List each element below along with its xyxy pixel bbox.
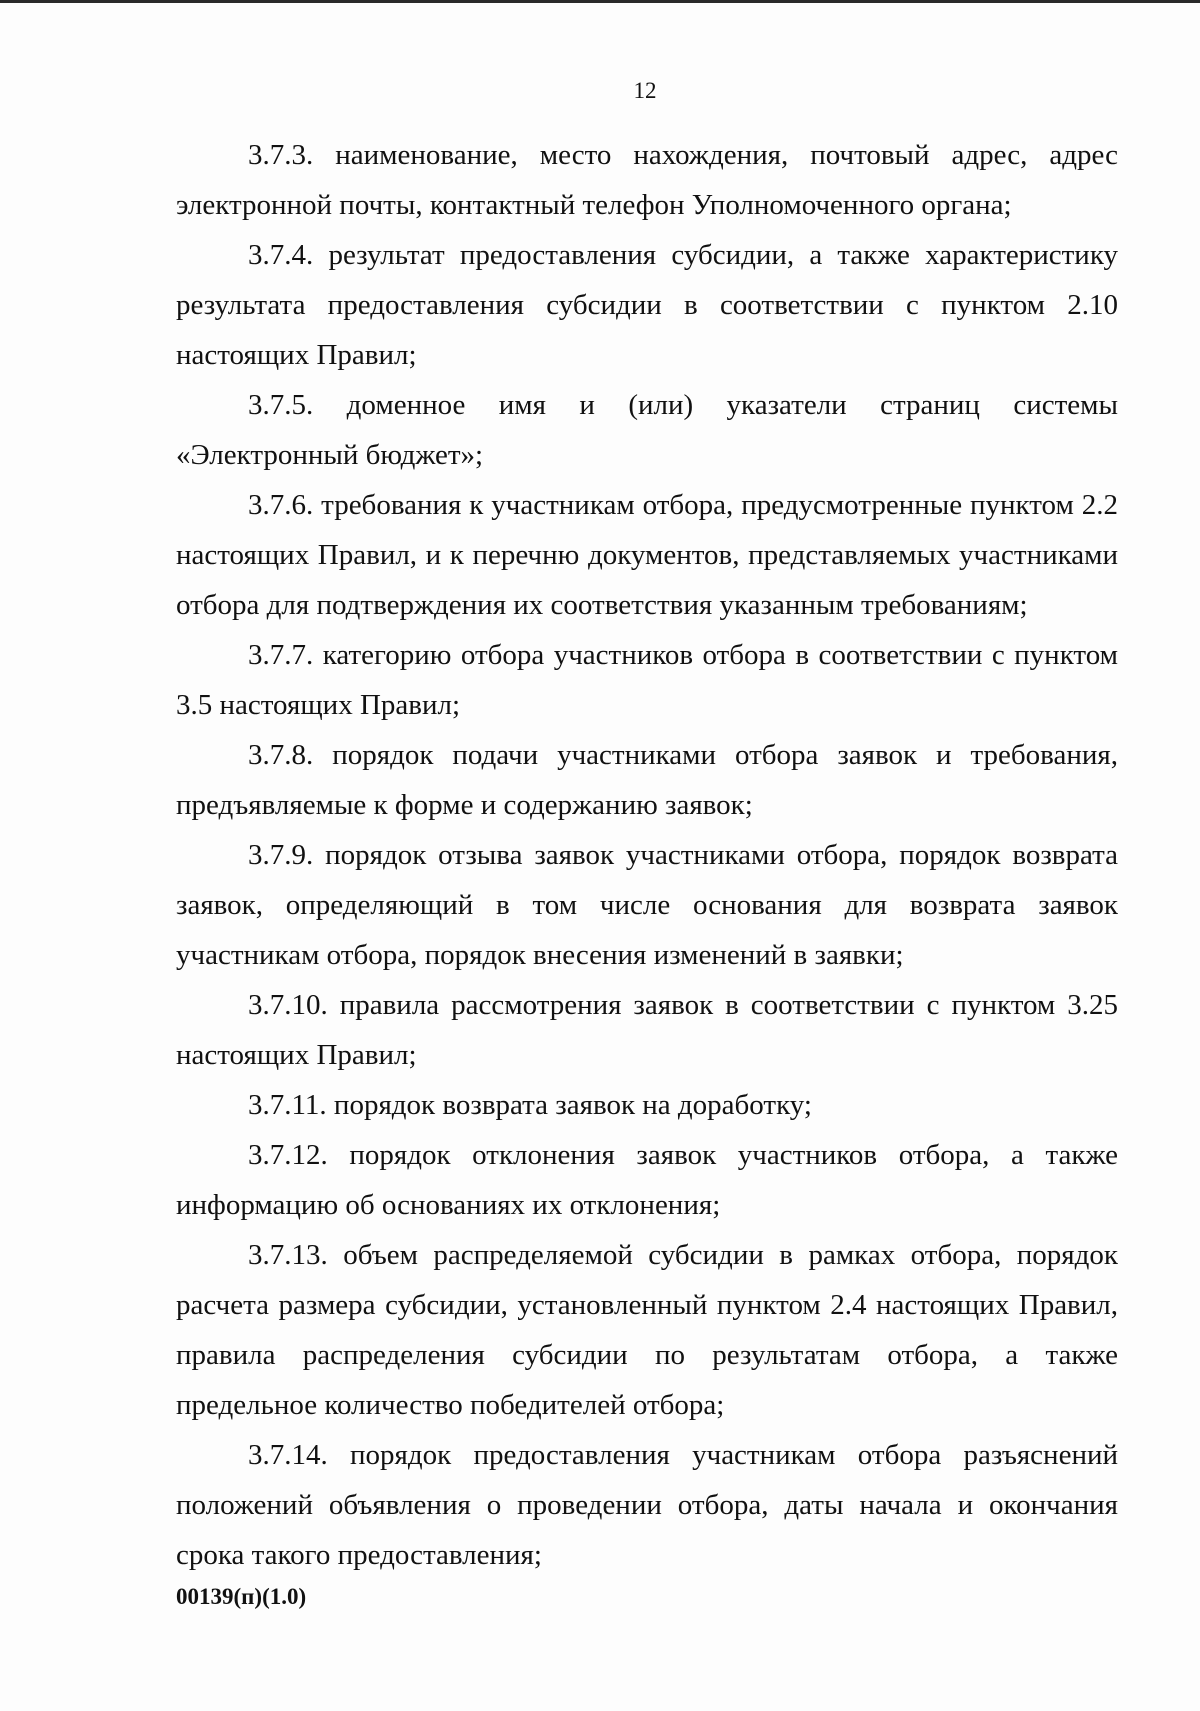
paragraph-3-7-4: 3.7.4. результат предоставления субсидии, а также характеристику результата предоставления субсидии в соответствии с пунктом 2.10 настоящих Правил;	[176, 239, 1118, 371]
document-body	[176, 130, 1118, 1580]
paragraph-3-7-11: 3.7.11. порядок возврата заявок на доработку;	[248, 1089, 812, 1121]
paragraph-3-7-7: 3.7.7. категорию отбора участников отбора в соответствии с пунктом 3.5 настоящих Правил;	[176, 639, 1118, 721]
paragraph-3-7-9: 3.7.9. порядок отзыва заявок участниками отбора, порядок возврата заявок, определяющий в том числе основания для возврата заявок участникам отбора, порядок внесения изменений в заявки;	[176, 839, 1118, 971]
paragraph-3-7-10: 3.7.10. правила рассмотрения заявок в соответствии с пунктом 3.25 настоящих Правил;	[176, 989, 1118, 1071]
page-number: 12	[633, 78, 657, 103]
paragraph-3-7-5: 3.7.5. доменное имя и (или) указатели страниц системы «Электронный бюджет»;	[176, 389, 1118, 471]
top-border-line	[0, 0, 1200, 3]
document-code: 00139(п)(1.0)	[176, 1584, 307, 1609]
paragraph-3-7-12: 3.7.12. порядок отклонения заявок участников отбора, а также информацию об основаниях их отклонения;	[176, 1139, 1118, 1221]
paragraph-3-7-3: 3.7.3. наименование, место нахождения, почтовый адрес, адрес электронной почты, контактный телефон Уполномоченного органа;	[176, 139, 1118, 221]
paragraph-3-7-13: 3.7.13. объем распределяемой субсидии в рамках отбора, порядок расчета размера субсидии, установленный пунктом 2.4 настоящих Правил, правила распределения субсидии по результатам отбора, а также предельное количество победителей отбора;	[176, 1239, 1118, 1421]
paragraph-3-7-14: 3.7.14. порядок предоставления участникам отбора разъяснений положений объявления о проведении отбора, даты начала и окончания срока такого предоставления;	[176, 1439, 1118, 1571]
paragraph-3-7-6: 3.7.6. требования к участникам отбора, предусмотренные пунктом 2.2 настоящих Правил, и к перечню документов, представляемых участниками отбора для подтверждения их соответствия указанным требованиям;	[176, 489, 1118, 621]
paragraph-3-7-8: 3.7.8. порядок подачи участниками отбора заявок и требования, предъявляемые к форме и содержанию заявок;	[176, 739, 1118, 821]
